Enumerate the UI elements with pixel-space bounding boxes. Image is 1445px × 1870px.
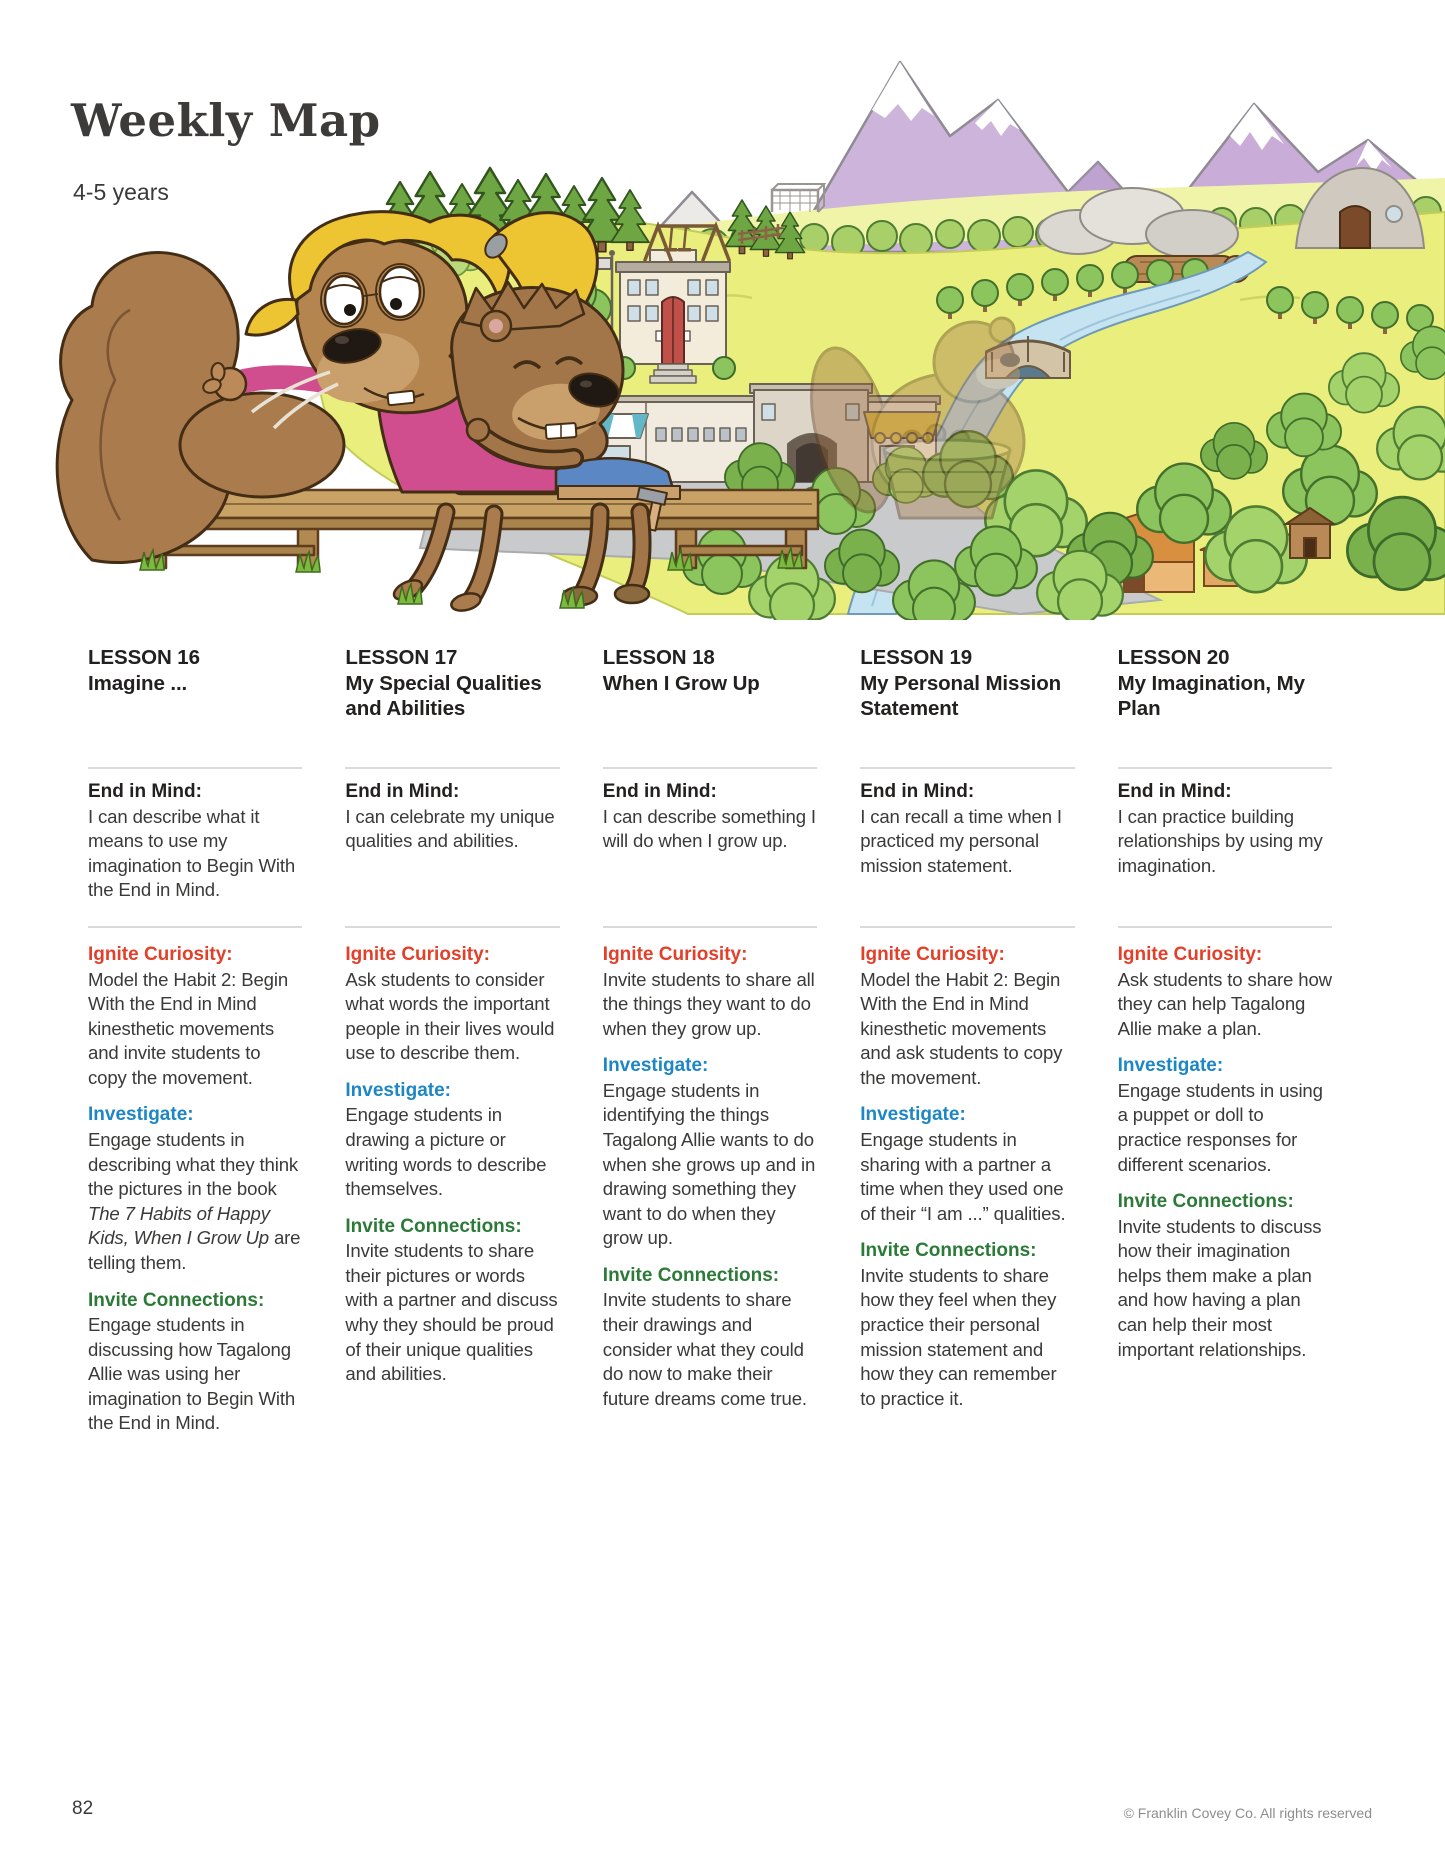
activities-section [603, 928, 817, 1411]
investigate-label: Investigate: [860, 1104, 966, 1126]
lesson-title: My Personal Mission Statement [860, 671, 1062, 720]
invite-connections-text: Invite students to share how they feel when they practice their personal mission statement and how they can remember to practice it. [860, 1264, 1057, 1409]
end-in-mind-text: I can celebrate my unique qualities and abilities. [345, 805, 555, 852]
haunch [180, 393, 344, 497]
end-in-mind-section [603, 767, 817, 928]
activities-section [345, 928, 559, 1387]
weekly-map-illustration [0, 0, 1445, 620]
invite-connections-label: Invite Connections: [88, 1289, 265, 1311]
lesson-title: When I Grow Up [602, 671, 760, 695]
lesson-column-20 [1118, 645, 1332, 1436]
ignite-curiosity-text: Ask students to consider what words the important people in their lives would use to describe them. [345, 968, 555, 1064]
activities-section [860, 928, 1074, 1411]
end-in-mind-label: End in Mind: [1117, 781, 1232, 802]
ignite-curiosity-label: Ignite Curiosity: [345, 944, 491, 965]
lesson-header [1118, 645, 1332, 767]
ignite-curiosity-text: Model the Habit 2: Begin With the End in Mind kinesthetic movements and ask students to copy the movement. [860, 968, 1063, 1088]
lesson-header [603, 645, 817, 767]
invite-connections-text: Invite students to share their drawings and consider what they could do now to make their future dreams come true. [602, 1289, 807, 1409]
end-in-mind-section [860, 767, 1074, 928]
ignite-curiosity-text: Invite students to share all the things they want to do when they grow up. [602, 968, 815, 1039]
ignite-curiosity-label: Ignite Curiosity: [860, 944, 1005, 965]
lesson-column-18 [603, 645, 817, 1436]
lesson-column-16 [88, 645, 302, 1436]
investigate-text: Engage students in sharing with a partner a time when they used one of their “I am ...” qualities. [860, 1128, 1066, 1224]
end-in-mind-label: End in Mind: [860, 781, 975, 802]
activities-section [88, 928, 302, 1436]
investigate-label: Investigate: [1117, 1055, 1224, 1077]
lesson-columns [88, 645, 1332, 1436]
invite-connections-text: Invite students to share their pictures or words with a partner and discuss why they should be proud of their unique qualities and abilities. [345, 1240, 558, 1385]
invite-connections-label: Invite Connections: [1117, 1191, 1294, 1213]
investigate-text: Engage students in describing what they think the pictures in the book The 7 Habits of Happy Kids, When I Grow Up are telling them. [88, 1128, 301, 1273]
page-title: Weekly Map [71, 94, 381, 147]
invite-connections-text: Invite students to discuss how their imagination helps them make a plan and how having a plan can help their most important relationships. [1117, 1215, 1322, 1360]
end-in-mind-section [345, 767, 559, 928]
investigate-text: Engage students in identifying the things Tagalong Allie wants to do when she grows up and in drawing something they want to do when they grow up. [602, 1079, 816, 1249]
invite-connections-label: Invite Connections: [345, 1215, 522, 1237]
invite-connections-label: Invite Connections: [860, 1240, 1037, 1262]
hand [467, 419, 489, 441]
hair-flip [246, 299, 298, 335]
end-in-mind-text: I can describe something I will do when I grow up. [602, 805, 816, 852]
activities-section [1118, 928, 1332, 1362]
investigate-label: Investigate: [345, 1079, 451, 1101]
ignite-curiosity-label: Ignite Curiosity: [602, 944, 748, 965]
end-in-mind-section [88, 767, 302, 928]
ignite-curiosity-label: Ignite Curiosity: [1117, 944, 1263, 965]
investigate-label: Investigate: [602, 1055, 709, 1077]
lesson-number: LESSON 17 [345, 646, 458, 669]
investigate-label: Investigate: [88, 1104, 194, 1126]
investigate-text: Engage students in using a puppet or doll to practice responses for different scenarios. [1117, 1079, 1323, 1175]
lesson-number: LESSON 20 [1117, 646, 1230, 669]
lesson-column-19 [860, 645, 1074, 1436]
lesson-header [860, 645, 1074, 767]
eye-right [380, 267, 420, 317]
book-title: The 7 Habits of Happy Kids, When I Grow Up [88, 1202, 270, 1249]
teeth [387, 391, 414, 406]
lesson-header [345, 645, 559, 767]
lesson-title: My Special Qualities and Abilities [345, 671, 542, 720]
end-in-mind-label: End in Mind: [345, 781, 460, 802]
end-in-mind-text: I can practice building relationships by using my imagination. [1117, 805, 1323, 876]
end-in-mind-section [1118, 767, 1332, 928]
invite-connections-text: Engage students in discussing how Tagalong Allie was using her imagination to Begin With the End in Mind. [88, 1314, 296, 1434]
end-in-mind-text: I can describe what it means to use my imagination to Begin With the End in Mind. [88, 805, 296, 901]
investigate-text: Engage students in drawing a picture or writing words to describe themselves. [345, 1104, 547, 1200]
ignite-curiosity-text: Ask students to share how they can help Tagalong Allie make a plan. [1117, 968, 1332, 1039]
lesson-header [88, 645, 302, 767]
lesson-column-17 [345, 645, 559, 1436]
lesson-number: LESSON 16 [88, 646, 200, 669]
lesson-number: LESSON 19 [860, 646, 973, 669]
lesson-number: LESSON 18 [602, 646, 715, 669]
end-in-mind-label: End in Mind: [88, 781, 202, 802]
lesson-title: My Imagination, My Plan [1117, 671, 1305, 720]
invite-connections-label: Invite Connections: [602, 1264, 780, 1286]
eye-left [325, 276, 363, 324]
age-range: 4-5 years [73, 179, 169, 205]
ignite-curiosity-label: Ignite Curiosity: [88, 944, 233, 965]
lesson-title: Imagine ... [88, 671, 188, 695]
page-number: 82 [72, 1798, 94, 1819]
end-in-mind-label: End in Mind: [602, 781, 717, 802]
ignite-curiosity-text: Model the Habit 2: Begin With the End in Mind kinesthetic movements and invite students to copy the movement. [88, 968, 289, 1088]
copyright: © Franklin Covey Co. All rights reserved [1123, 1805, 1372, 1821]
end-in-mind-text: I can recall a time when I practiced my personal mission statement. [860, 805, 1062, 876]
